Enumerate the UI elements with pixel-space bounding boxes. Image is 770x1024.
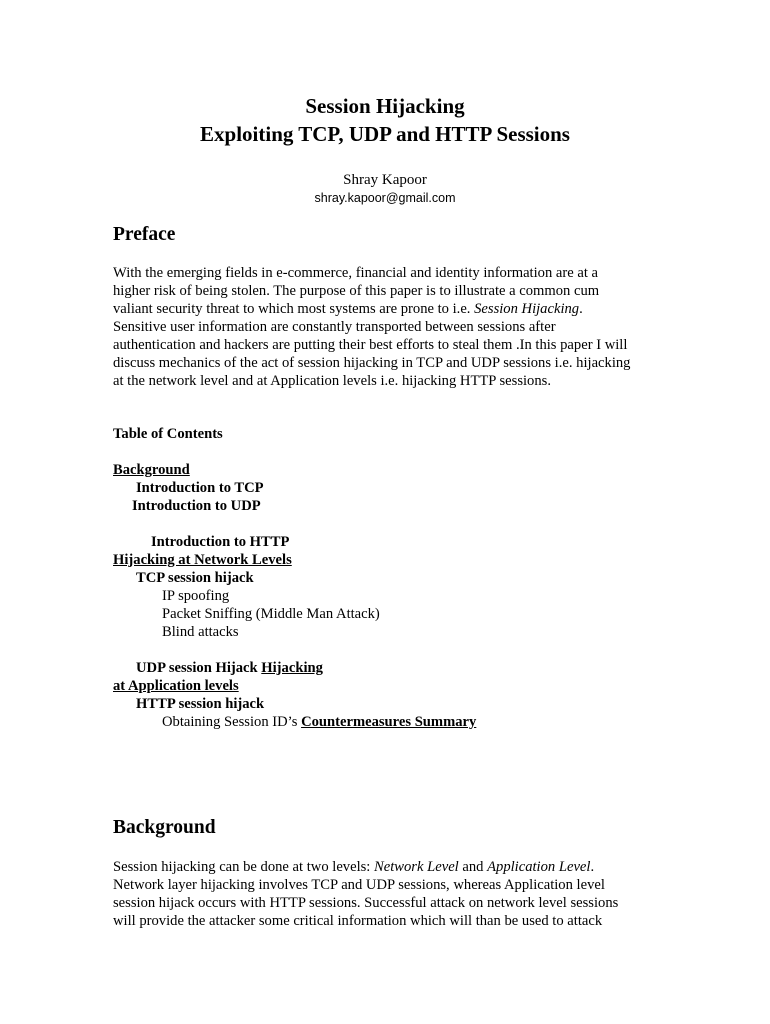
toc-item-obtaining-session-ids: Obtaining Session ID’s [162,714,298,730]
toc-item-udp-session-hijack: UDP session Hijack [136,660,258,676]
toc-link-hijacking[interactable]: Hijacking [261,660,323,676]
toc-item-intro-tcp: Introduction to TCP [136,480,264,496]
preface-line: higher risk of being stolen. The purpose of this paper is to illustrate a common cum [113,283,600,299]
preface-line: discuss mechanics of the act of session hijacking in TCP and UDP sessions i.e. hijacking [113,355,631,371]
background-heading: Background [113,817,216,838]
toc-line-udp [136,659,323,677]
emphasis-session-hijacking: Session Hijacking [474,301,580,317]
background-paragraph [113,858,673,930]
document-title-line-2: Exploiting TCP, UDP and HTTP Sessions [200,122,570,146]
background-line: Network layer hijacking involves TCP and UDP sessions, whereas Application level [113,877,605,893]
toc-heading: Table of Contents [113,426,223,442]
toc-item-packet-sniffing: Packet Sniffing (Middle Man Attack) [162,606,380,622]
toc-line-obtaining [162,713,476,731]
background-line: will provide the attacker some critical information which will than be used to attack [113,913,603,929]
emphasis-application-level: Application Level [487,859,591,875]
toc-item-http-session-hijack: HTTP session hijack [136,696,265,712]
toc-link-countermeasures-summary[interactable]: Countermeasures Summary [301,714,477,730]
toc-item-tcp-session-hijack: TCP session hijack [136,570,254,586]
preface-line: authentication and hackers are putting their best efforts to steal them .In this paper I will [113,337,628,353]
preface-heading: Preface [113,224,176,245]
toc-link-hijacking-network-levels[interactable]: Hijacking at Network Levels [113,552,292,568]
toc-link-background[interactable]: Background [113,462,190,478]
toc-link-application-levels[interactable]: at Application levels [113,678,239,694]
toc-item-intro-udp: Introduction to UDP [132,498,261,514]
background-line: session hijack occurs with HTTP sessions. Successful attack on network level sessions [113,895,619,911]
preface-line: at the network level and at Application levels i.e. hijacking HTTP sessions. [113,373,551,389]
background-line: Session hijacking can be done at two levels: Network Level and Application Level. [113,859,595,875]
author-email: shray.kapoor@gmail.com [314,191,456,205]
preface-line: With the emerging fields in e-commerce, financial and identity information are at a [113,265,599,281]
toc-item-intro-http: Introduction to HTTP [151,534,290,550]
preface-line: valiant security threat to which most systems are prone to i.e. Session Hijacking. [113,301,583,317]
emphasis-network-level: Network Level [374,859,459,875]
toc-item-blind-attacks: Blind attacks [162,624,239,640]
document-title-line-1: Session Hijacking [305,94,465,118]
toc-item-ip-spoofing: IP spoofing [162,588,230,604]
preface-line: Sensitive user information are constantly transported between sessions after [113,319,556,335]
author-name: Shray Kapoor [343,172,427,188]
preface-paragraph [113,264,673,390]
